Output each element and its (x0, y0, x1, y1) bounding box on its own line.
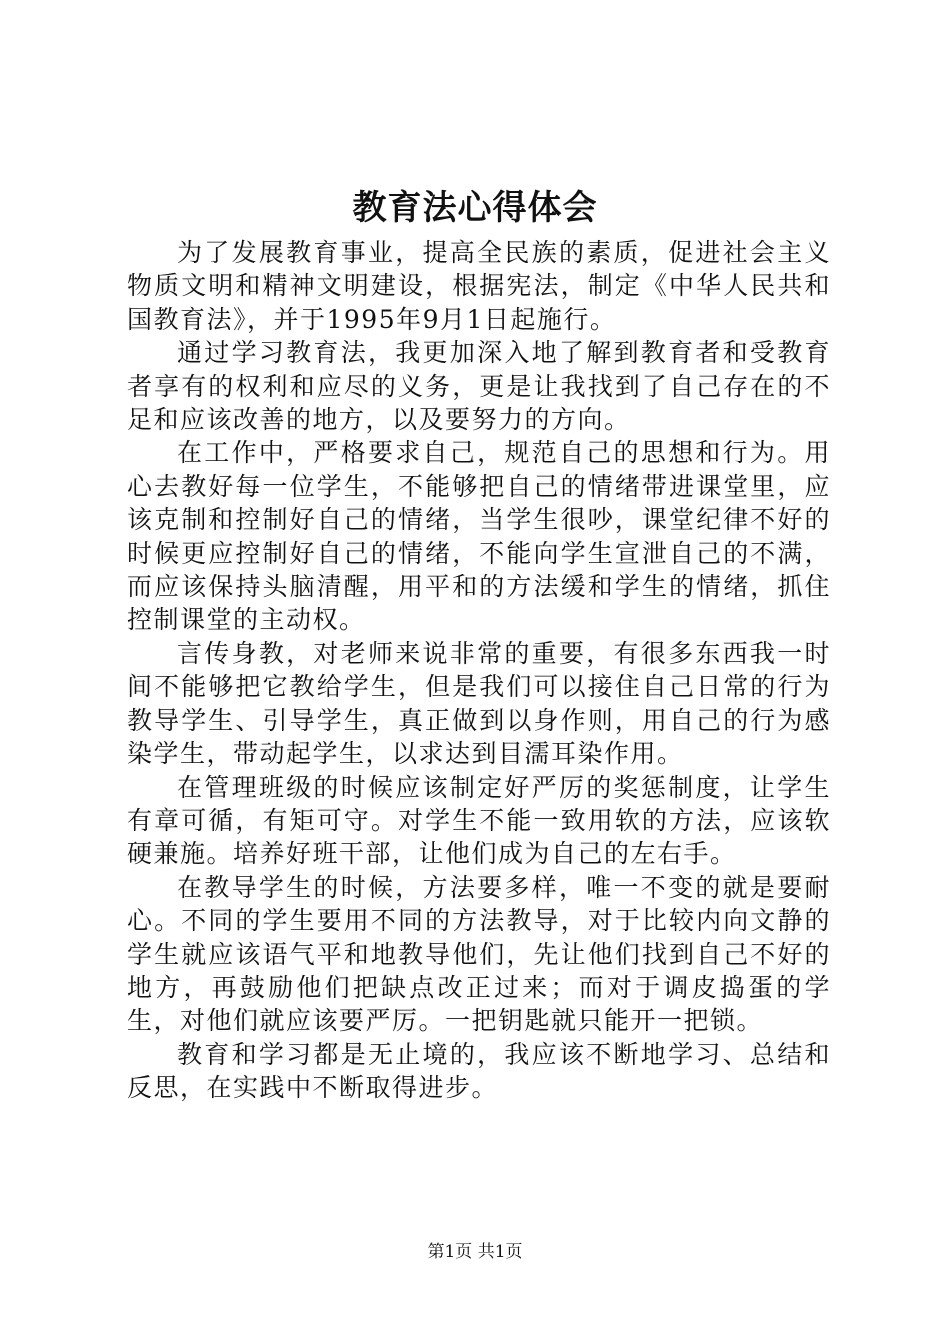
paragraph-5: 在管理班级的时候应该制定好严厉的奖惩制度，让学生有章可循，有矩可守。对学生不能一致用软的方法，应该软硬兼施。培养好班干部，让他们成为自己的左右手。 (127, 772, 831, 869)
paragraph-2: 通过学习教育法，我更加深入地了解到教育者和受教育者享有的权利和应尽的义务，更是让我找到了自己存在的不足和应该改善的地方，以及要努力的方向。 (127, 338, 831, 435)
paragraph-3: 在工作中，严格要求自己，规范自己的思想和行为。用心去教好每一位学生，不能够把自己的情绪带进课堂里，应该克制和控制好自己的情绪，当学生很吵，课堂纪律不好的时候更应控制好自己的情绪，不能向学生宣泄自己的不满，而应该保持头脑清醒，用平和的方法缓和学生的情绪，抓住控制课堂的主动权。 (127, 438, 831, 635)
document-body (127, 236, 831, 1105)
paragraph-4: 言传身教，对老师来说非常的重要，有很多东西我一时间不能够把它教给学生，但是我们可以接住自己日常的行为教导学生、引导学生，真正做到以身作则，用自己的行为感染学生，带动起学生，以求达到目濡耳染作用。 (127, 638, 831, 769)
paragraph-1: 为了发展教育事业，提高全民族的素质，促进社会主义物质文明和精神文明建设，根据宪法，制定《中华人民共和国教育法》，并于1995年9月1日起施行。 (127, 238, 831, 334)
paragraph-7: 教育和学习都是无止境的，我应该不断地学习、总结和反思，在实践中不断取得进步。 (127, 1039, 831, 1103)
document-title: 教育法心得体会 (352, 188, 598, 228)
paragraph-6: 在教导学生的时候，方法要多样，唯一不变的就是要耐心。不同的学生要用不同的方法教导，对于比较内向文静的学生就应该语气平和地教导他们，先让他们找到自己不好的地方，再鼓励他们把缺点改正过来；而对于调皮捣蛋的学生，对他们就应该要严厉。一把钥匙就只能开一把锁。 (127, 872, 831, 1036)
page-number-footer: 第1页 共1页 (427, 1242, 523, 1262)
